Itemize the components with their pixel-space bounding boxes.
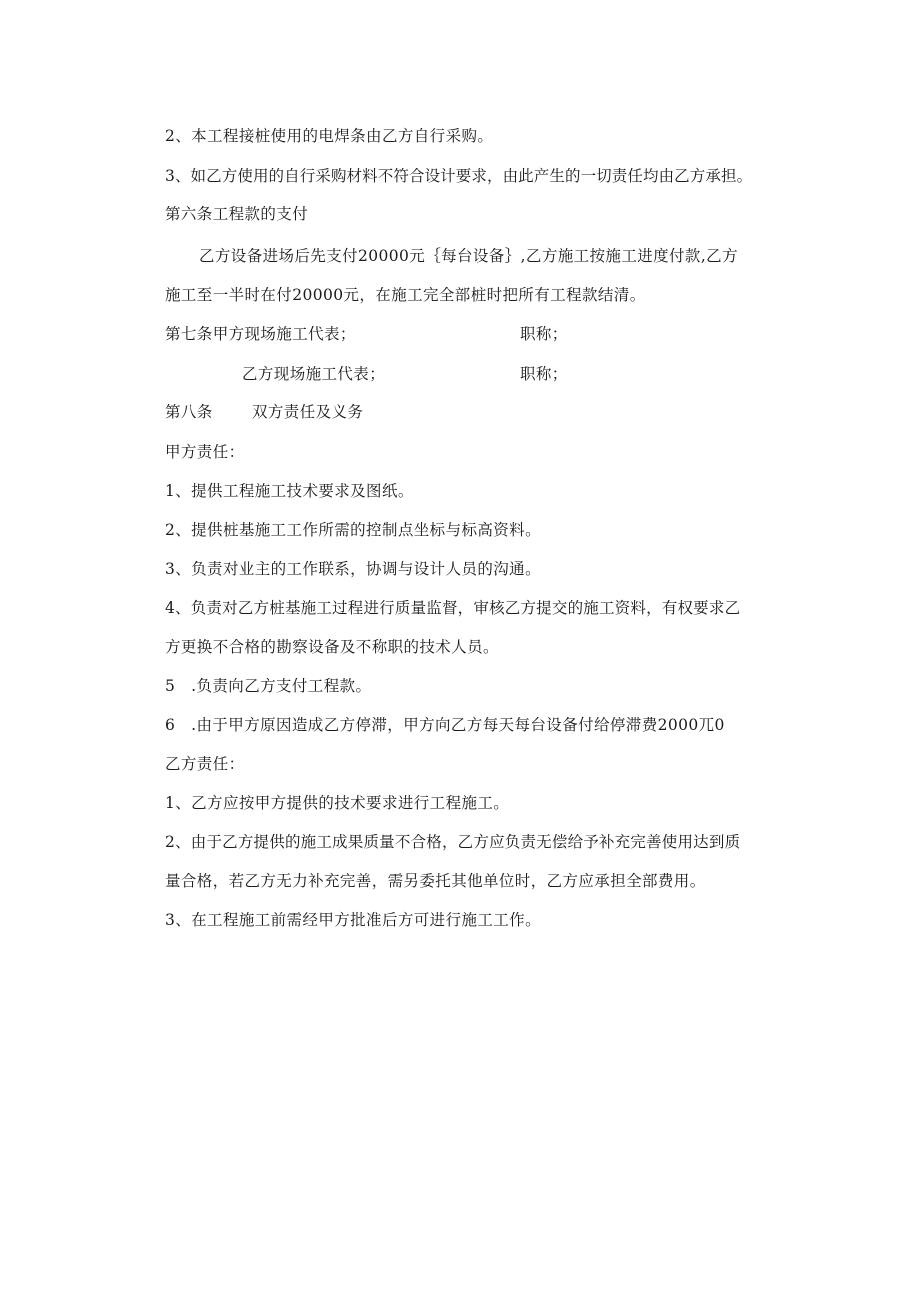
article-7-party-a-title: 职称；	[520, 325, 568, 343]
party-a-item-3: 3、负责对业主的工作联系，协调与设计人员的沟通。	[165, 560, 541, 578]
article-7-party-b-rep: 乙方现场施工代表；	[242, 365, 386, 383]
party-a-item-4-line-1: 4、负责对乙方桩基施工过程进行质量监督，审核乙方提交的施工资料，有权要求乙	[165, 599, 741, 617]
item-3-materials: 3、如乙方使用的自行采购材料不符合设计要求，由此产生的一切责任均由乙方承担。	[165, 167, 753, 185]
party-a-item-1: 1、提供工程施工技术要求及图纸。	[165, 482, 414, 500]
party-a-item-4-line-2: 方更换不合格的勘察设备及不称职的技术人员。	[165, 638, 499, 656]
article-7-party-b-title: 职称；	[520, 365, 568, 383]
party-a-item-5: 5 .负责向乙方支付工程款。	[165, 677, 372, 695]
party-b-item-3: 3、在工程施工前需经甲方批准后方可进行施工工作。	[165, 911, 541, 929]
article-8-label: 第八条	[165, 403, 213, 421]
article-6-title: 第六条工程款的支付	[165, 205, 309, 223]
article-6-paragraph-line-1: 乙方设备进场后先支付20000元｛每台设备｝,乙方施工按施工进度付款,乙方	[199, 247, 738, 265]
party-b-item-1: 1、乙方应按甲方提供的技术要求进行工程施工。	[165, 794, 510, 812]
article-6-paragraph-line-2: 施工至一半时在付20000元，在施工完全部桩时把所有工程款结清。	[165, 286, 646, 304]
party-a-item-6: 6 .由于甲方原因造成乙方停滞，甲方向乙方每天每台设备付给停滞费2000兀0	[165, 716, 725, 734]
party-a-item-2: 2、提供桩基施工工作所需的控制点坐标与标高资料。	[165, 521, 541, 539]
party-b-item-2-line-1: 2、由于乙方提供的施工成果质量不合格，乙方应负责无偿给予补充完善使用达到质	[165, 833, 741, 851]
party-a-heading: 甲方责任：	[165, 443, 245, 461]
article-7-party-a-rep: 第七条甲方现场施工代表；	[165, 325, 356, 343]
item-2-welding: 2、本工程接桩使用的电焊条由乙方自行采购。	[165, 127, 494, 145]
article-8-title: 双方责任及义务	[252, 403, 364, 421]
party-b-item-2-line-2: 量合格，若乙方无力补充完善，需另委托其他单位时，乙方应承担全部费用。	[165, 872, 706, 890]
party-b-heading: 乙方责任：	[165, 755, 245, 773]
